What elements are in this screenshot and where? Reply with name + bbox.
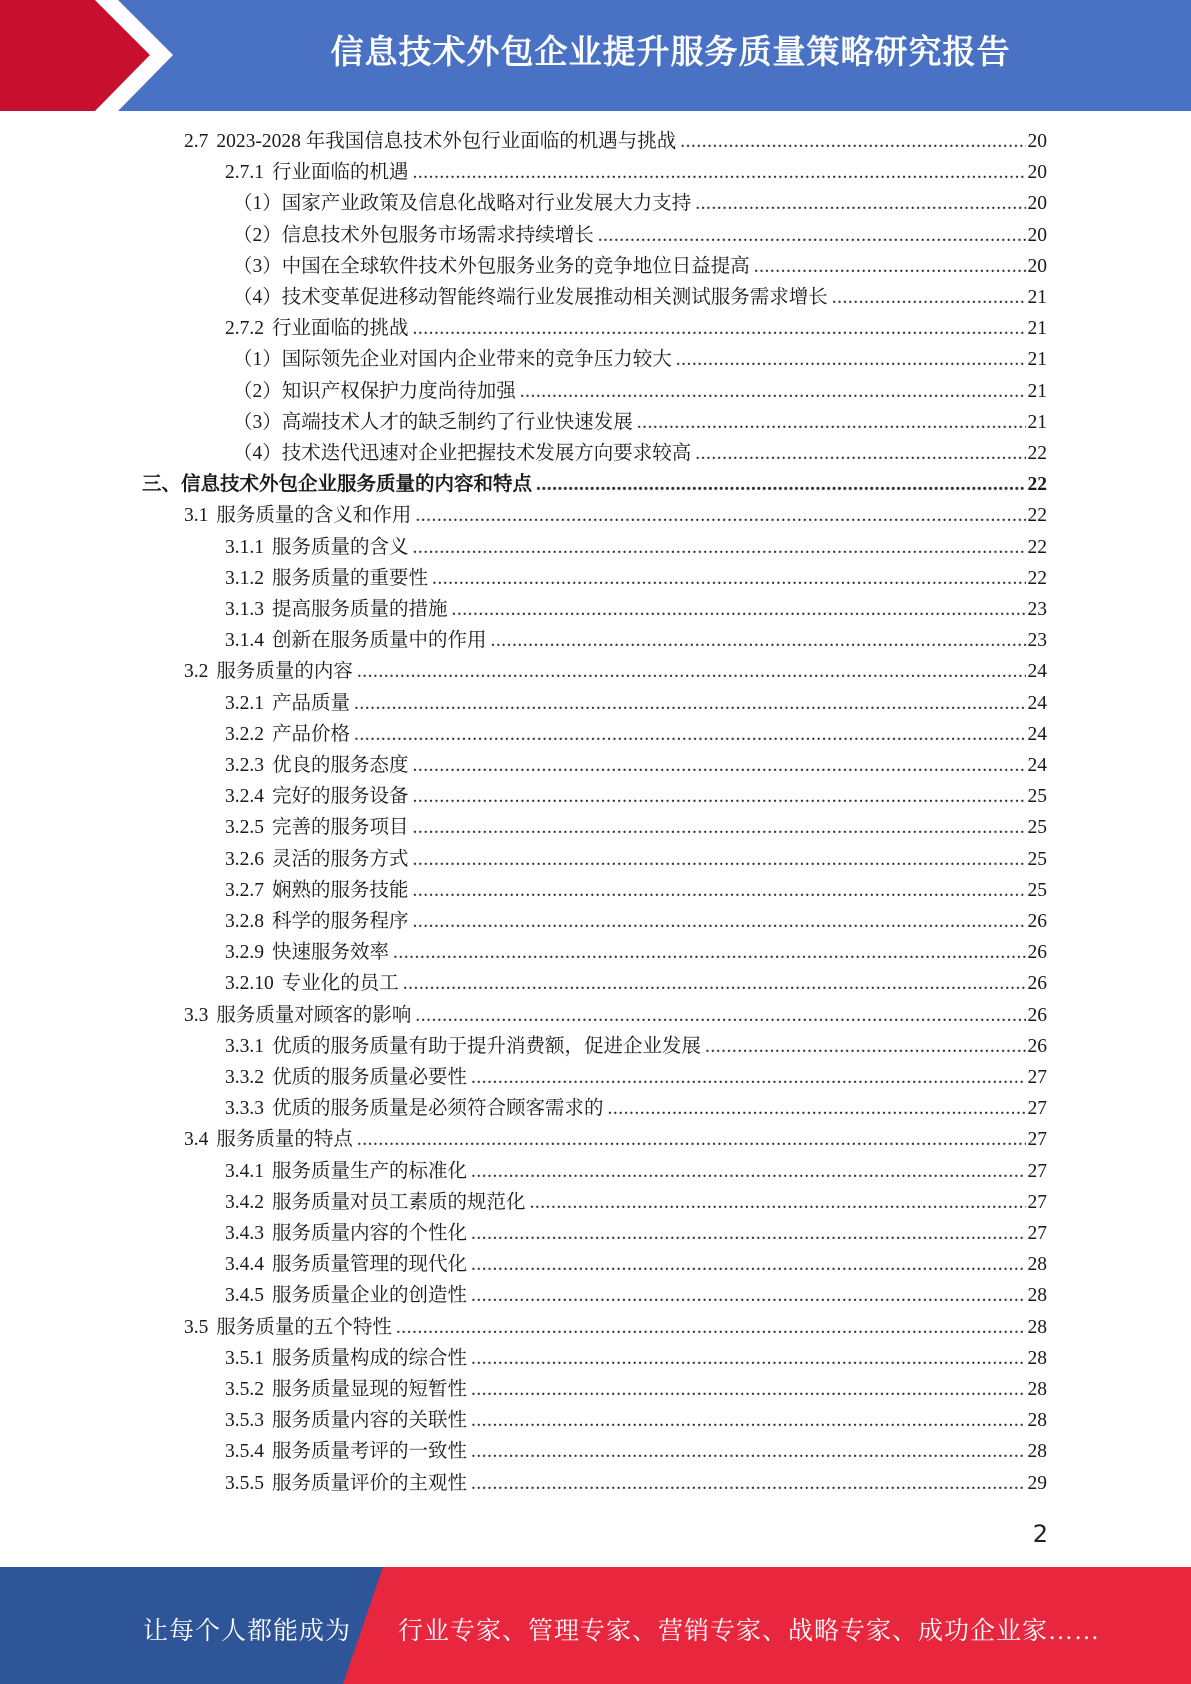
toc-entry-page: 24	[1027, 692, 1047, 714]
toc-entry-page: 28	[1027, 1254, 1047, 1276]
toc-dot-leader	[415, 500, 1025, 531]
toc-dot-leader	[471, 1374, 1025, 1405]
toc-entry-number: 3.2.5	[225, 817, 264, 839]
toc-entry-page: 21	[1027, 349, 1047, 371]
toc-entry-number: 3.4.5	[225, 1285, 264, 1307]
toc-entry-title: 2023-2028 年我国信息技术外包行业面临的机遇与挑战	[216, 131, 677, 152]
toc-entry-page: 26	[1027, 1035, 1047, 1057]
toc-entry-number: 3.2.6	[225, 848, 264, 870]
toc-entry[interactable]	[142, 469, 1047, 500]
toc-entry-title: 提高服务质量的措施	[272, 599, 448, 620]
toc-entry-title: 服务质量的内容	[216, 661, 353, 683]
toc-entry[interactable]	[225, 1343, 1047, 1374]
toc-entry[interactable]	[225, 906, 1047, 937]
toc-entry-title: 优良的服务态度	[272, 755, 409, 776]
toc-entry-page: 27	[1027, 1223, 1047, 1244]
toc-entry-title: 服务质量评价的主观性	[272, 1472, 468, 1494]
toc-entry[interactable]	[225, 1031, 1047, 1062]
toc-entry-number: 3.5.2	[225, 1379, 264, 1400]
toc-entry-title: （2）知识产权保护力度尚待加强	[233, 380, 516, 402]
toc-entry-number: 3.2.8	[225, 911, 264, 932]
toc-entry[interactable]	[225, 1405, 1047, 1436]
toc-entry-title: 服务质量的五个特性	[216, 1316, 392, 1338]
toc-entry-page: 23	[1027, 630, 1047, 652]
toc-dot-leader	[520, 376, 1026, 407]
toc-entry-title: 服务质量考评的一致性	[272, 1441, 468, 1463]
toc-entry-number: 3.2.10	[225, 973, 274, 995]
toc-entry-page: 28	[1027, 1285, 1047, 1307]
toc-entry-number: 3.1.4	[225, 630, 264, 652]
toc-entry-title: 服务质量显现的短暂性	[272, 1379, 468, 1400]
toc-entry[interactable]	[184, 1124, 1047, 1155]
toc-entry-page: 21	[1027, 411, 1047, 433]
toc-entry[interactable]	[225, 1249, 1047, 1280]
toc-dot-leader	[598, 220, 1026, 251]
toc-dot-leader	[608, 1093, 1026, 1124]
toc-dot-leader	[471, 1468, 1025, 1499]
toc-entry[interactable]	[225, 157, 1047, 188]
footer-slogan-right: 行业专家、管理专家、营销专家、战略专家、成功企业家……	[398, 1618, 1101, 1645]
toc-entry-page: 23	[1027, 599, 1047, 620]
toc-dot-leader	[354, 719, 1025, 750]
toc-entry[interactable]	[233, 407, 1047, 438]
toc-dot-leader	[705, 1031, 1025, 1062]
toc-entry[interactable]	[225, 1062, 1047, 1093]
toc-dot-leader	[357, 1124, 1026, 1155]
toc-entry-number: 3.3.1	[225, 1035, 264, 1057]
toc-dot-leader	[471, 1436, 1025, 1467]
toc-dot-leader	[471, 1280, 1025, 1311]
toc-entry[interactable]	[225, 875, 1047, 906]
toc-dot-leader	[413, 906, 1026, 937]
toc-entry-page: 20	[1027, 193, 1047, 215]
toc-entry-page: 28	[1027, 1347, 1047, 1369]
toc-dot-leader	[695, 188, 1025, 219]
toc-entry-number: 3.2.3	[225, 755, 264, 776]
toc-entry-page: 29	[1027, 1472, 1047, 1494]
toc-entry-title: （2）信息技术外包服务市场需求持续增长	[233, 224, 594, 246]
toc-entry-page: 22	[1027, 505, 1047, 527]
toc-entry-number: 3.2.9	[225, 942, 264, 964]
toc-entry-number: 3.3.2	[225, 1067, 264, 1088]
toc-entry-page: 28	[1027, 1379, 1047, 1400]
toc-entry-page: 22	[1027, 567, 1047, 589]
toc-entry[interactable]	[225, 1374, 1047, 1405]
toc-dot-leader	[413, 844, 1026, 875]
toc-entry[interactable]	[225, 1187, 1047, 1218]
toc-entry-page: 22	[1027, 443, 1047, 464]
toc-entry-number: 3.5.1	[225, 1347, 264, 1369]
toc-entry-page: 27	[1027, 1098, 1047, 1120]
toc-entry-title: 优质的服务质量有助于提升消费额，促进企业发展	[272, 1035, 702, 1057]
toc-entry-number: 3.4	[184, 1129, 209, 1151]
toc-entry-title: 娴熟的服务技能	[272, 879, 409, 901]
toc-dot-leader	[396, 1312, 1026, 1343]
toc-dot-leader	[471, 1062, 1025, 1093]
toc-dot-leader	[413, 313, 1026, 344]
toc-dot-leader	[491, 625, 1026, 656]
toc-entry-title: 服务质量的含义	[272, 536, 409, 558]
toc-dot-leader	[354, 688, 1025, 719]
toc-dot-leader	[357, 656, 1026, 687]
toc-entry-title: （3）高端技术人才的缺乏制约了行业快速发展	[233, 411, 633, 433]
toc-entry-page: 21	[1027, 380, 1047, 402]
toc-entry[interactable]	[225, 750, 1047, 781]
toc-entry-title: 服务质量企业的创造性	[272, 1285, 468, 1307]
toc-entry-page: 24	[1027, 723, 1047, 745]
toc-entry-title: 服务质量对顾客的影响	[216, 1004, 412, 1026]
toc-entry-number: 3.5	[184, 1316, 209, 1338]
toc-entry[interactable]	[233, 282, 1047, 313]
toc-entry[interactable]	[225, 532, 1047, 563]
toc-dot-leader	[413, 781, 1026, 812]
toc-dot-leader	[413, 750, 1026, 781]
toc-entry-page: 26	[1027, 942, 1047, 964]
toc-entry-title: 行业面临的机遇	[272, 162, 409, 184]
toc-dot-leader	[432, 563, 1025, 594]
toc-entry[interactable]	[233, 251, 1047, 282]
toc-entry[interactable]	[225, 625, 1047, 656]
toc-entry-title: 服务质量的重要性	[272, 567, 429, 589]
footer-slogan-left: 让每个人都能成为	[143, 1618, 352, 1645]
toc-entry-page: 20	[1027, 255, 1047, 277]
toc-entry[interactable]	[233, 188, 1047, 219]
toc-dot-leader	[471, 1343, 1025, 1374]
toc-entry-page: 20	[1027, 131, 1047, 152]
toc-entry-title: 服务质量内容的关联性	[272, 1410, 468, 1432]
toc-entry-number: 3.2.1	[225, 692, 264, 714]
toc-dot-leader	[536, 469, 1025, 500]
toc-entry-page: 28	[1027, 1410, 1047, 1432]
toc-dot-leader	[637, 407, 1026, 438]
toc-entry-title: （1）国家产业政策及信息化战略对行业发展大力支持	[233, 193, 692, 215]
toc-entry-title: 服务质量生产的标准化	[272, 1160, 468, 1182]
toc-entry-number: 3.2.7	[225, 879, 264, 901]
toc-entry-title: （1）国际领先企业对国内企业带来的竞争压力较大	[233, 349, 672, 371]
toc-entry-title: 服务质量管理的现代化	[272, 1254, 468, 1276]
toc-entry[interactable]	[225, 968, 1047, 999]
toc-entry-page: 24	[1027, 661, 1047, 683]
toc-entry-title: 服务质量内容的个性化	[272, 1223, 468, 1244]
toc-entry-number: 3.3.3	[225, 1098, 264, 1120]
toc-entry[interactable]	[225, 313, 1047, 344]
toc-dot-leader	[413, 875, 1026, 906]
toc-entry-number: 3.4.4	[225, 1254, 264, 1276]
toc-entry-title: 产品价格	[272, 723, 351, 745]
toc-entry-page: 25	[1027, 786, 1047, 808]
toc-entry-number: 3.2.2	[225, 723, 264, 745]
toc-dot-leader	[403, 968, 1026, 999]
toc-entry[interactable]	[233, 376, 1047, 407]
toc-entry[interactable]	[225, 844, 1047, 875]
toc-entry-title: 专业化的员工	[281, 973, 399, 995]
toc-entry-page: 21	[1027, 318, 1047, 340]
page-number: 2	[1032, 1520, 1048, 1548]
toc-entry-page: 27	[1027, 1129, 1047, 1151]
toc-entry-title: 优质的服务质量是必须符合顾客需求的	[272, 1098, 604, 1120]
toc-entry[interactable]	[233, 438, 1047, 469]
toc-entry-page: 27	[1027, 1160, 1047, 1182]
toc-entry-page: 26	[1027, 1004, 1047, 1026]
toc-dot-leader	[530, 1187, 1026, 1218]
toc-entry-page: 27	[1027, 1067, 1047, 1088]
toc-entry-page: 28	[1027, 1441, 1047, 1463]
toc-entry[interactable]	[225, 563, 1047, 594]
toc-entry-page: 24	[1027, 755, 1047, 776]
toc-dot-leader	[695, 438, 1025, 469]
toc-entry[interactable]	[184, 500, 1047, 531]
toc-entry[interactable]	[225, 1468, 1047, 1499]
toc-entry-number: 3.2	[184, 661, 209, 683]
toc-dot-leader	[471, 1405, 1025, 1436]
toc-entry-number: 3.4.1	[225, 1160, 264, 1182]
toc-entry-title: 三、信息技术外包企业服务质量的内容和特点	[142, 474, 533, 496]
toc-entry-page: 20	[1027, 224, 1047, 246]
toc-entry-page: 26	[1027, 973, 1047, 995]
toc-entry-title: 服务质量对员工素质的规范化	[272, 1191, 526, 1213]
toc-dot-leader	[413, 532, 1026, 563]
toc-dot-leader	[415, 1000, 1025, 1031]
toc-entry-page: 25	[1027, 817, 1047, 839]
toc-entry-title: 优质的服务质量必要性	[272, 1067, 468, 1088]
toc-entry-title: （3）中国在全球软件技术外包服务业务的竞争地位日益提高	[233, 255, 750, 277]
toc-entry[interactable]	[225, 1156, 1047, 1187]
toc-dot-leader	[413, 157, 1026, 188]
toc-entry[interactable]	[225, 1218, 1047, 1249]
toc-entry-title: 创新在服务质量中的作用	[272, 630, 487, 652]
toc-entry[interactable]	[225, 781, 1047, 812]
toc-entry-number: 3.1	[184, 505, 209, 527]
page-header	[0, 0, 1191, 111]
toc-entry-number: 2.7.1	[225, 162, 264, 184]
toc-entry[interactable]	[225, 719, 1047, 750]
toc-entry-title: 行业面临的挑战	[272, 318, 409, 340]
toc-entry-page: 25	[1027, 879, 1047, 901]
toc-entry-title: 科学的服务程序	[272, 911, 409, 932]
toc-dot-leader	[676, 344, 1026, 375]
toc-entry[interactable]	[225, 1093, 1047, 1124]
toc-entry-title: 服务质量的特点	[216, 1129, 353, 1151]
toc-dot-leader	[471, 1249, 1025, 1280]
toc-dot-leader	[471, 1218, 1025, 1249]
toc-entry-page: 28	[1027, 1316, 1047, 1338]
toc-entry-page: 20	[1027, 162, 1047, 184]
toc-entry-page: 22	[1027, 474, 1047, 496]
toc-entry-number: 2.7	[184, 131, 209, 152]
toc-entry-title: （4）技术迭代迅速对企业把握技术发展方向要求较高	[233, 443, 692, 464]
toc-entry-page: 21	[1027, 287, 1047, 308]
toc-entry[interactable]	[225, 812, 1047, 843]
toc-entry[interactable]	[225, 688, 1047, 719]
toc-entry-title: 快速服务效率	[272, 942, 390, 964]
report-title: 信息技术外包企业提升服务质量策略研究报告	[330, 32, 1011, 71]
toc-entry-title: 灵活的服务方式	[272, 848, 409, 870]
toc-entry[interactable]	[233, 220, 1047, 251]
toc-entry-number: 3.1.2	[225, 567, 264, 589]
toc-dot-leader	[471, 1156, 1025, 1187]
toc-dot-leader	[413, 812, 1026, 843]
toc-entry-title: 完好的服务设备	[272, 786, 409, 808]
toc-entry[interactable]	[225, 1436, 1047, 1467]
toc-entry-number: 3.5.3	[225, 1410, 264, 1432]
toc-entry[interactable]	[184, 656, 1047, 687]
toc-entry-page: 25	[1027, 848, 1047, 870]
toc-entry-number: 3.4.3	[225, 1223, 264, 1244]
toc-entry-number: 3.2.4	[225, 786, 264, 808]
toc-entry-number: 2.7.2	[225, 318, 264, 340]
toc-entry-page: 27	[1027, 1191, 1047, 1213]
page-footer	[0, 1567, 1191, 1684]
toc-entry[interactable]	[233, 344, 1047, 375]
toc-entry[interactable]	[184, 126, 1047, 157]
toc-entry-number: 3.1.1	[225, 536, 264, 558]
toc-entry-title: （4）技术变革促进移动智能终端行业发展推动相关测试服务需求增长	[233, 287, 828, 308]
toc-dot-leader	[680, 126, 1025, 157]
toc-entry[interactable]	[184, 1000, 1047, 1031]
toc-dot-leader	[393, 937, 1025, 968]
toc-dot-leader	[754, 251, 1026, 282]
toc-entry-number: 3.5.4	[225, 1441, 264, 1463]
toc-entry-title: 服务质量构成的综合性	[272, 1347, 468, 1369]
toc-entry-number: 3.3	[184, 1004, 209, 1026]
toc-entry-number: 3.4.2	[225, 1191, 264, 1213]
toc-entry-title: 产品质量	[272, 692, 351, 714]
toc-entry-page: 26	[1027, 911, 1047, 932]
toc-entry-number: 3.1.3	[225, 599, 264, 620]
toc-entry[interactable]	[225, 1280, 1047, 1311]
toc-entry-page: 22	[1027, 536, 1047, 558]
toc-entry-title: 完善的服务项目	[272, 817, 409, 839]
toc-entry-title: 服务质量的含义和作用	[216, 505, 412, 527]
toc-entry[interactable]	[184, 1312, 1047, 1343]
toc-dot-leader	[832, 282, 1026, 313]
toc-entry[interactable]	[225, 594, 1047, 625]
toc-entry[interactable]	[225, 937, 1047, 968]
toc-entry-number: 3.5.5	[225, 1472, 264, 1494]
toc-dot-leader	[452, 594, 1026, 625]
